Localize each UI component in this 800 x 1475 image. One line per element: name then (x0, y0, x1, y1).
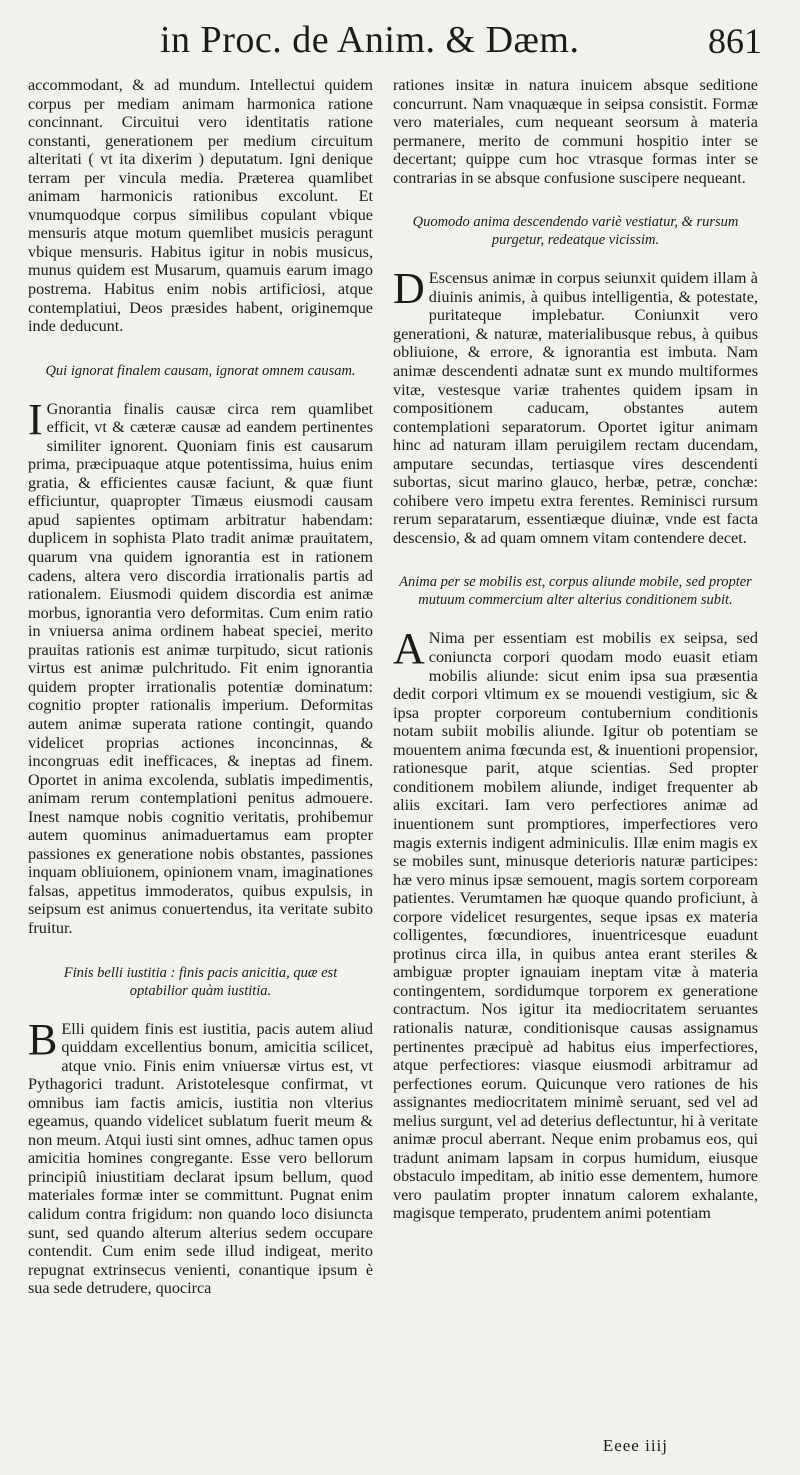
page-number: 861 (708, 21, 762, 61)
right-column (393, 76, 758, 1223)
left-section-heading-2: Finis belli iustitia : finis pacis anicitia, quæ est optabilior quàm iustitia. (63, 964, 338, 999)
page-header (0, 18, 800, 70)
right-paragraph-1: rationes insitæ in natura inuicem absque seditione concurrunt. Nam vnaquæque in seipsa consistit. Formæ vero materiales, cum nequeant seorsum à materia permanere, merito de communi hospitio inter se decertant; quippe cum hoc vtrasque formas inter se contrarias in se absque confusione suscipere nequeant. (393, 76, 758, 187)
drop-cap-initial: D (393, 264, 425, 314)
left-paragraph-1: accommodant, & ad mundum. Intellectui quidem corpus per mediam animam harmonica ratione concinnant. Circuitui vero identitatis ratione constanti, generationem per medium circuitum alteritati ( vt ita dixerim ) deputatum. Igni denique terram per vincula media. Præterea quamlibet animam harmonicis rationibus excolunt. Et vnumquodque corpus similibus copulant vbique mensuris atque motum quemlibet musicis peragunt vbique mensuris. Habitus igitur in nobis musicus, munus quidem est Musarum, quamuis earum imago postrema. Habitus enim nobis artificiosi, atque contemplatiui, Deos præsides habent, originemque inde deducunt. (28, 76, 373, 336)
running-head: in Proc. de Anim. & Dæm. (160, 19, 580, 61)
right-paragraph-2-text: Escensus animæ in corpus seiunxit quidem illam à diuinis animis, à quibus intelligentia, & potestate, puritateque implebatur. Coniunxit vero generationi, & naturæ, materialibusque rebus, à quibus obliuione, & errore, & ignorantia est imbuta. Nam animæ descendenti adnatæ sunt ex mundo multiformes vitæ, vestesque variæ trahentes quidem ipsam in compositionem caducam, obstantes autem contemplationi separatorum. Oportet igitur animam hinc ad naturam illam peruigilem rectam ducendam, amputare secundas, tertiasque vires descendenti subortas, sicut marino glauco, herbæ, petræ, conchæ: cohibere vero impetu extra ferentes. Reminisci rursum rerum separatarum, essentiæque diuinæ, vnde est facta descensio, & ad quam omnem vitam contendere decet. (393, 269, 758, 547)
right-section-heading-2: Anima per se mobilis est, corpus aliunde mobile, sed propter mutuum commercium alter alterius conditionem subit. (399, 574, 752, 609)
left-section-heading-1: Qui ignorat finalem causam, ignorat omnem causam. (45, 362, 356, 379)
right-paragraph-3 (393, 624, 758, 1223)
right-paragraph-3-text: Nima per essentiam est mobilis ex seipsa, sed coniuncta corpori quodam modo euasit etiam mobilis aliunde: sicut enim ipsa sua præsentia dedit corpori vltimum ex se mouendi vestigium, sic & ipsa propter corporeum contubernium conditionis notam subiit mobilis aliunde. Igitur ob potentiam se mouentem anima fœcunda est, & inuentioni propensior, rationesque parit, atque scientias. Sed propter conditionem mobilem aliunde, indiget frequenter ab aliis excitari. Iam vero perfectiores animæ ad inuentionem sunt promptiores, imperfectiores vero magis externis indigent adminiculis. Illæ enim magis ex se mobiles sunt, minusque deterioris naturæ participes: hæ vero minus ipsæ semouent, magis sortem corpoream patientes. Verumtamen hæ quoque quando proficiunt, à corpore videlicet resurgentes, seque ipsas ex materia colligentes, fœcundiores, inuentricesque euadunt protinus circa illa, in quibus antea erant steriles & ambiguæ propter ignauiam ineptam vitæ à materia contingentem, sordidumque torporem ex generatione contractum. Nos igitur ita mediocritatem seruantes rationalis naturæ, conditionisque causas assignamus pertinentes præcipuè ad habitus eius imperfectiores, atque perfectiores: viasque eiusmodi arbitramur ad perfectiones eorum. Quicunque vero rationes de his assignantes mediocritatem minimè seruant, sed vel ad melius surgunt, vel ad deterius deflectuntur, hi à veritate animæ procul aberrant. Neque enim probamus eos, qui tradunt animam lapsam in corpus humidum, eiusque obstaculo impeditam, ab initio esse dementem, humore vero paulatim propter innatum calorem exhalante, magisque temperato, prudentem animi potentiam (393, 629, 758, 1223)
left-paragraph-2-text: Gnorantia finalis causæ circa rem quamlibet efficit, vt & cæteræ causæ ad eandem pertinentes similiter ignorent. Quoniam finis est causarum prima, præcipuaque atque potentissima, huius enim gratia, & efficientes causæ faciunt, & quæ fiunt efficiuntur, quapropter Timæus eiusmodi causam apud sapientes optimam arbitratur habendam: duplicem in sophista Plato tradit animæ prauitatem, quarum vna quidem ignorantia est in rationem cadens, altera vero discordia irrationalis partis ad rationalem. Eiusmodi quidem discordia est animæ morbus, ignorantia vero deformitas. Cum enim ratio in vniuersa anima ordinem habeat speciei, merito prauitas rationis est animæ turpitudo, sicut rationis virtus est animæ pulchritudo. Fit enim ignorantia quidem propter irrationalis potentiæ dominatum: cognitio propter rationalis imperium. Deformitas autem animæ superata ratione contingit, quando videlicet proprias actiones inconcinnas, & incongruas edit inefficaces, & ineptas ad finem. Oportet in anima excolenda, sublatis impedimentis, animam rerum contemplationi penitus admouere. Inest namque nobis cognitio veritatis, prohibemur autem quominus animaduertamus eam propter passiones ex generatione nobis obstantes, passiones inquam obliuionem, opinionem vnam, imaginationes falsas, appetitus immoderatos, quibus expulsis, in seipsum est animus conuertendus, ita veritate subito fruitur. (28, 399, 373, 937)
left-column (28, 76, 373, 1298)
left-paragraph-2 (28, 394, 373, 938)
left-paragraph-3-text: Elli quidem finis est iustitia, pacis autem aliud quiddam excellentius bonum, amicitia scilicet, atque vnio. Finis enim vniuersæ virtus est, vt Pythagorici tradunt. Aristotelesque confirmat, vt omnibus iam factis amicis, iustitia non vlterius egeamus, quando videlicet sublatum fuerit meum & non meum. Atqui iusti sint omnes, adhuc tamen opus amicitia homines congregante. Esse vero bellorum principiû iniustitiam declarat ipsum bellum, quod materiales formæ inter se committunt. Pugnat enim calidum contra frigidum: non quando loco disiuncta sunt, sed quando alterum alterius sedem occupare contendit. Cum enim sede illud indigeat, merito repugnat extrinsecus venienti, conantique ipsum è sua sede detrudere, quocirca (28, 1019, 373, 1298)
left-paragraph-3 (28, 1014, 373, 1298)
drop-cap-initial: A (393, 624, 425, 674)
drop-cap-initial: B (28, 1014, 58, 1064)
signature-mark: Eeee iiij (602, 1436, 668, 1455)
drop-cap-initial: I (28, 394, 43, 444)
right-section-heading-1: Quomodo anima descendendo variè vestiatur, & rursum purgetur, redeatque vicissim. (412, 214, 739, 249)
right-paragraph-2 (393, 264, 758, 547)
